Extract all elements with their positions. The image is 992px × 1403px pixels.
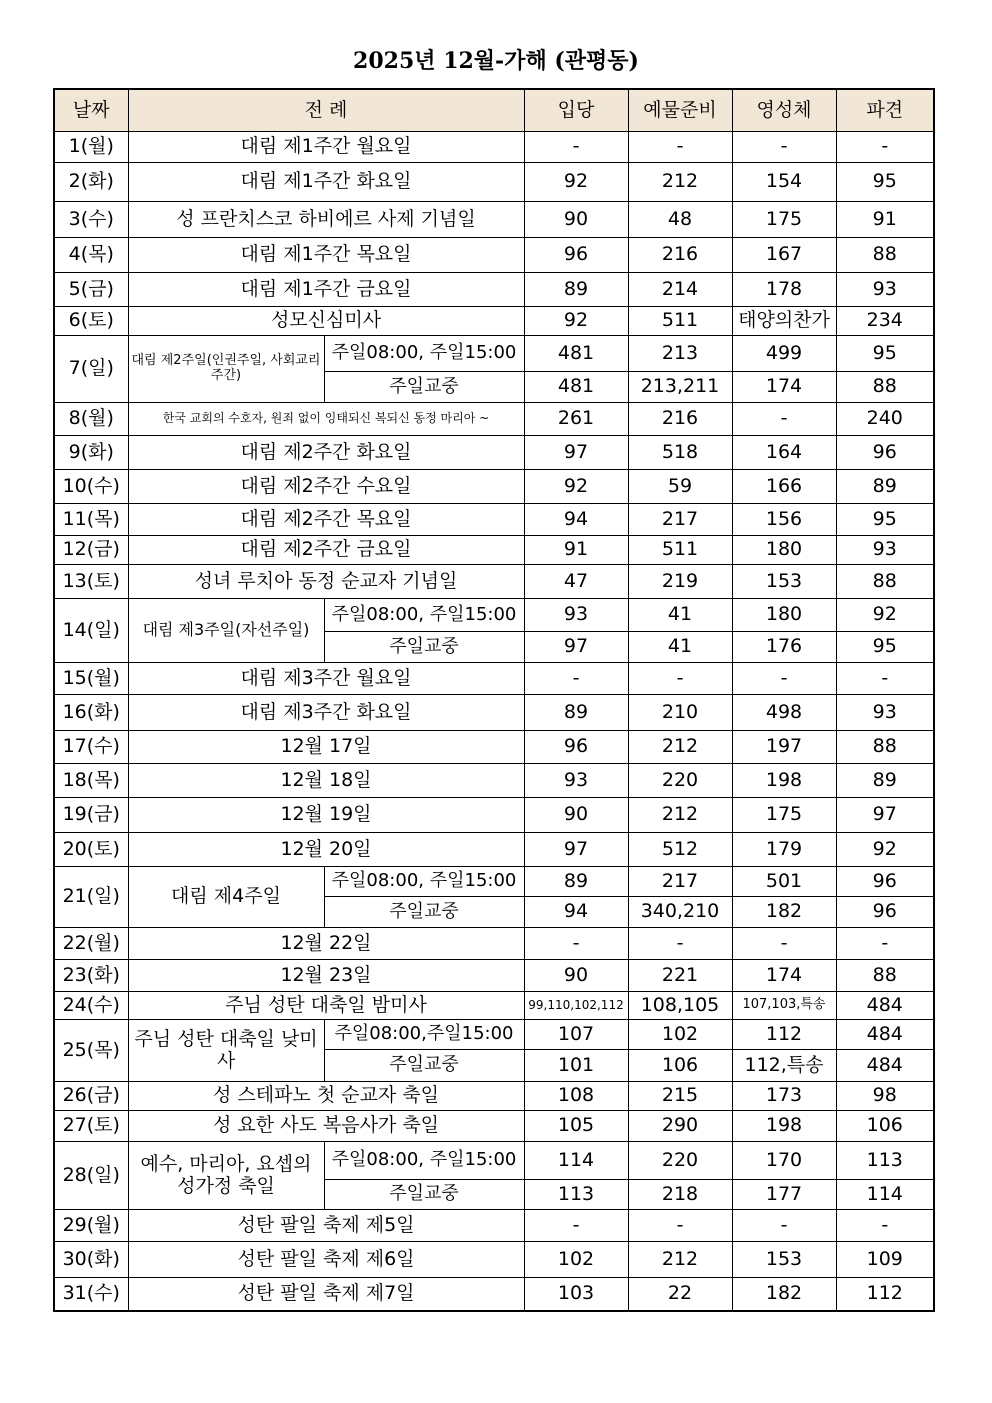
row-date: 9(화) bbox=[54, 436, 128, 470]
row-offertory: 212 bbox=[628, 163, 732, 202]
row-offertory: 290 bbox=[628, 1111, 732, 1142]
row-date: 28(일) bbox=[54, 1142, 128, 1210]
row-liturgy: 성탄 팔일 축제 제6일 bbox=[128, 1242, 524, 1278]
row-date: 12(금) bbox=[54, 536, 128, 565]
row-offertory: 210 bbox=[628, 695, 732, 731]
row-communion: - bbox=[732, 928, 836, 960]
row-communion: 태양의찬가 bbox=[732, 307, 836, 336]
row-entrance: 107 bbox=[524, 1020, 628, 1050]
row-entrance: 97 bbox=[524, 436, 628, 470]
row-offertory: 511 bbox=[628, 536, 732, 565]
row-date: 4(목) bbox=[54, 238, 128, 273]
header-row bbox=[54, 89, 934, 132]
row-liturgy: 12월 20일 bbox=[128, 833, 524, 867]
row-offertory: 215 bbox=[628, 1082, 732, 1111]
row-entrance: 92 bbox=[524, 470, 628, 504]
table-row bbox=[54, 336, 934, 372]
row-entrance: 96 bbox=[524, 238, 628, 273]
row-liturgy: 대림 제4주일 bbox=[128, 867, 324, 928]
row-entrance: 99,110,102,112 bbox=[524, 992, 628, 1020]
row-date: 27(토) bbox=[54, 1111, 128, 1142]
row-communion: 178 bbox=[732, 273, 836, 307]
row-dismissal: 88 bbox=[836, 565, 934, 599]
row-dismissal: 88 bbox=[836, 960, 934, 992]
row-liturgy: 12월 23일 bbox=[128, 960, 524, 992]
row-offertory: 59 bbox=[628, 470, 732, 504]
table-row bbox=[54, 833, 934, 867]
row-date: 19(금) bbox=[54, 798, 128, 833]
row-dismissal: - bbox=[836, 928, 934, 960]
table-row bbox=[54, 1142, 934, 1180]
row-liturgy: 주님 성탄 대축일 밤미사 bbox=[128, 992, 524, 1020]
row-communion: 182 bbox=[732, 897, 836, 928]
table-row bbox=[54, 163, 934, 202]
row-date: 7(일) bbox=[54, 336, 128, 403]
row-date: 29(월) bbox=[54, 1210, 128, 1242]
row-entrance: 105 bbox=[524, 1111, 628, 1142]
row-communion: 153 bbox=[732, 1242, 836, 1278]
header-dismissal: 파견 bbox=[836, 89, 934, 132]
row-entrance: 90 bbox=[524, 960, 628, 992]
row-entrance: 90 bbox=[524, 798, 628, 833]
row-offertory: 217 bbox=[628, 867, 732, 897]
row-communion: 175 bbox=[732, 202, 836, 238]
row-offertory: 340,210 bbox=[628, 897, 732, 928]
table-row bbox=[54, 1111, 934, 1142]
row-entrance: 93 bbox=[524, 599, 628, 632]
row-date: 14(일) bbox=[54, 599, 128, 663]
row-entrance: - bbox=[524, 132, 628, 163]
row-dismissal: 93 bbox=[836, 273, 934, 307]
table-row bbox=[54, 731, 934, 764]
table-row bbox=[54, 992, 934, 1020]
row-communion: 173 bbox=[732, 1082, 836, 1111]
table-row bbox=[54, 238, 934, 273]
row-dismissal: 240 bbox=[836, 403, 934, 436]
row-dismissal: 88 bbox=[836, 372, 934, 403]
row-communion: 167 bbox=[732, 238, 836, 273]
row-entrance: 89 bbox=[524, 867, 628, 897]
row-dismissal: 88 bbox=[836, 731, 934, 764]
row-date: 26(금) bbox=[54, 1082, 128, 1111]
row-offertory: 216 bbox=[628, 403, 732, 436]
row-communion: 498 bbox=[732, 695, 836, 731]
row-liturgy: 12월 17일 bbox=[128, 731, 524, 764]
row-communion: 154 bbox=[732, 163, 836, 202]
row-dismissal: 89 bbox=[836, 470, 934, 504]
row-offertory: 213,211 bbox=[628, 372, 732, 403]
row-date: 8(월) bbox=[54, 403, 128, 436]
row-offertory: 41 bbox=[628, 599, 732, 632]
row-mass-time: 주일08:00, 주일15:00 bbox=[324, 599, 524, 632]
row-offertory: 219 bbox=[628, 565, 732, 599]
row-date: 10(수) bbox=[54, 470, 128, 504]
row-entrance: 89 bbox=[524, 695, 628, 731]
row-communion: 180 bbox=[732, 536, 836, 565]
row-mass-time: 주일08:00, 주일15:00 bbox=[324, 1142, 524, 1180]
row-offertory: - bbox=[628, 1210, 732, 1242]
row-communion: 499 bbox=[732, 336, 836, 372]
row-mass-time: 주일08:00, 주일15:00 bbox=[324, 867, 524, 897]
row-communion: 197 bbox=[732, 731, 836, 764]
table-row bbox=[54, 1020, 934, 1050]
row-mass-time: 주일교중 bbox=[324, 1180, 524, 1210]
row-communion: 176 bbox=[732, 632, 836, 663]
row-dismissal: 96 bbox=[836, 436, 934, 470]
row-communion: 112,특송 bbox=[732, 1050, 836, 1082]
row-entrance: 481 bbox=[524, 372, 628, 403]
row-dismissal: 106 bbox=[836, 1111, 934, 1142]
table-row bbox=[54, 307, 934, 336]
row-liturgy: 대림 제3주간 화요일 bbox=[128, 695, 524, 731]
row-entrance: 94 bbox=[524, 504, 628, 536]
row-communion: - bbox=[732, 132, 836, 163]
row-date: 11(목) bbox=[54, 504, 128, 536]
row-date: 13(토) bbox=[54, 565, 128, 599]
row-date: 6(토) bbox=[54, 307, 128, 336]
row-date: 17(수) bbox=[54, 731, 128, 764]
row-entrance: 47 bbox=[524, 565, 628, 599]
row-offertory: 108,105 bbox=[628, 992, 732, 1020]
row-mass-time: 주일교중 bbox=[324, 1050, 524, 1082]
row-dismissal: 113 bbox=[836, 1142, 934, 1180]
row-dismissal: 91 bbox=[836, 202, 934, 238]
header-communion: 영성체 bbox=[732, 89, 836, 132]
row-liturgy: 12월 19일 bbox=[128, 798, 524, 833]
table-row bbox=[54, 273, 934, 307]
row-dismissal: 484 bbox=[836, 992, 934, 1020]
table-row bbox=[54, 470, 934, 504]
row-liturgy: 대림 제1주간 목요일 bbox=[128, 238, 524, 273]
row-liturgy: 주님 성탄 대축일 낮미사 bbox=[128, 1020, 324, 1082]
table-row bbox=[54, 202, 934, 238]
row-dismissal: 93 bbox=[836, 536, 934, 565]
row-offertory: - bbox=[628, 928, 732, 960]
row-communion: 177 bbox=[732, 1180, 836, 1210]
row-liturgy: 한국 교회의 수호자, 원죄 없이 잉태되신 복되신 동정 마리아 ~ bbox=[128, 403, 524, 436]
row-mass-time: 주일08:00, 주일15:00 bbox=[324, 336, 524, 372]
row-communion: 179 bbox=[732, 833, 836, 867]
table-row bbox=[54, 403, 934, 436]
row-liturgy: 대림 제3주간 월요일 bbox=[128, 663, 524, 695]
row-offertory: 106 bbox=[628, 1050, 732, 1082]
row-entrance: 97 bbox=[524, 632, 628, 663]
row-entrance: 90 bbox=[524, 202, 628, 238]
row-dismissal: 95 bbox=[836, 504, 934, 536]
row-entrance: 89 bbox=[524, 273, 628, 307]
row-liturgy: 대림 제1주간 월요일 bbox=[128, 132, 524, 163]
row-communion: 164 bbox=[732, 436, 836, 470]
row-dismissal: 96 bbox=[836, 897, 934, 928]
row-date: 5(금) bbox=[54, 273, 128, 307]
table-row bbox=[54, 436, 934, 470]
row-offertory: 48 bbox=[628, 202, 732, 238]
row-communion: 174 bbox=[732, 372, 836, 403]
row-dismissal: 95 bbox=[836, 336, 934, 372]
row-offertory: 221 bbox=[628, 960, 732, 992]
row-liturgy: 대림 제2주간 목요일 bbox=[128, 504, 524, 536]
row-offertory: 212 bbox=[628, 798, 732, 833]
table-row bbox=[54, 867, 934, 897]
row-entrance: 92 bbox=[524, 307, 628, 336]
row-communion: 166 bbox=[732, 470, 836, 504]
row-entrance: 93 bbox=[524, 764, 628, 798]
row-dismissal: 93 bbox=[836, 695, 934, 731]
row-date: 23(화) bbox=[54, 960, 128, 992]
row-communion: 175 bbox=[732, 798, 836, 833]
row-dismissal: 114 bbox=[836, 1180, 934, 1210]
row-liturgy: 성탄 팔일 축제 제5일 bbox=[128, 1210, 524, 1242]
row-entrance: 114 bbox=[524, 1142, 628, 1180]
row-entrance: 481 bbox=[524, 336, 628, 372]
row-liturgy: 대림 제1주간 금요일 bbox=[128, 273, 524, 307]
row-dismissal: - bbox=[836, 132, 934, 163]
row-communion: 174 bbox=[732, 960, 836, 992]
row-dismissal: 92 bbox=[836, 599, 934, 632]
header-offertory: 예물준비 bbox=[628, 89, 732, 132]
row-offertory: 518 bbox=[628, 436, 732, 470]
row-entrance: 91 bbox=[524, 536, 628, 565]
row-date: 18(목) bbox=[54, 764, 128, 798]
row-offertory: 217 bbox=[628, 504, 732, 536]
row-liturgy: 대림 제2주간 수요일 bbox=[128, 470, 524, 504]
row-entrance: - bbox=[524, 663, 628, 695]
row-date: 3(수) bbox=[54, 202, 128, 238]
row-offertory: 218 bbox=[628, 1180, 732, 1210]
row-communion: 180 bbox=[732, 599, 836, 632]
row-liturgy: 대림 제3주일(자선주일) bbox=[128, 599, 324, 663]
table-row bbox=[54, 695, 934, 731]
row-date: 1(월) bbox=[54, 132, 128, 163]
row-mass-time: 주일교중 bbox=[324, 372, 524, 403]
row-communion: 198 bbox=[732, 764, 836, 798]
row-date: 25(목) bbox=[54, 1020, 128, 1082]
row-dismissal: 484 bbox=[836, 1020, 934, 1050]
row-entrance: 108 bbox=[524, 1082, 628, 1111]
table-row bbox=[54, 798, 934, 833]
row-entrance: - bbox=[524, 1210, 628, 1242]
row-date: 20(토) bbox=[54, 833, 128, 867]
row-mass-time: 주일08:00,주일15:00 bbox=[324, 1020, 524, 1050]
row-communion: 198 bbox=[732, 1111, 836, 1142]
row-liturgy: 12월 18일 bbox=[128, 764, 524, 798]
row-liturgy: 대림 제2주간 금요일 bbox=[128, 536, 524, 565]
row-entrance: 261 bbox=[524, 403, 628, 436]
row-offertory: 511 bbox=[628, 307, 732, 336]
row-liturgy: 성녀 루치아 동정 순교자 기념일 bbox=[128, 565, 524, 599]
row-offertory: 220 bbox=[628, 1142, 732, 1180]
row-date: 30(화) bbox=[54, 1242, 128, 1278]
liturgy-music-table bbox=[53, 88, 935, 1312]
row-communion: - bbox=[732, 663, 836, 695]
row-communion: 156 bbox=[732, 504, 836, 536]
row-entrance: 113 bbox=[524, 1180, 628, 1210]
row-date: 31(수) bbox=[54, 1278, 128, 1311]
row-communion: 107,103,특송 bbox=[732, 992, 836, 1020]
header-entrance: 입당 bbox=[524, 89, 628, 132]
table-row bbox=[54, 536, 934, 565]
row-liturgy: 성탄 팔일 축제 제7일 bbox=[128, 1278, 524, 1311]
row-dismissal: 109 bbox=[836, 1242, 934, 1278]
row-communion: 153 bbox=[732, 565, 836, 599]
row-dismissal: - bbox=[836, 663, 934, 695]
table-row bbox=[54, 504, 934, 536]
row-date: 2(화) bbox=[54, 163, 128, 202]
row-dismissal: - bbox=[836, 1210, 934, 1242]
row-liturgy: 성모신심미사 bbox=[128, 307, 524, 336]
row-communion: - bbox=[732, 1210, 836, 1242]
header-date: 날짜 bbox=[54, 89, 128, 132]
table-row bbox=[54, 1278, 934, 1311]
row-offertory: 212 bbox=[628, 731, 732, 764]
row-dismissal: 95 bbox=[836, 163, 934, 202]
row-offertory: 214 bbox=[628, 273, 732, 307]
row-communion: 182 bbox=[732, 1278, 836, 1311]
page-title: 2025년 12월-가해 (관평동) bbox=[353, 48, 639, 74]
row-liturgy: 예수, 마리아, 요셉의 성가정 축일 bbox=[128, 1142, 324, 1210]
table-row bbox=[54, 1082, 934, 1111]
row-offertory: 216 bbox=[628, 238, 732, 273]
row-liturgy: 성 스테파노 첫 순교자 축일 bbox=[128, 1082, 524, 1111]
row-offertory: 212 bbox=[628, 1242, 732, 1278]
row-entrance: - bbox=[524, 928, 628, 960]
table-row bbox=[54, 928, 934, 960]
row-date: 15(월) bbox=[54, 663, 128, 695]
row-dismissal: 88 bbox=[836, 238, 934, 273]
row-offertory: 512 bbox=[628, 833, 732, 867]
row-offertory: - bbox=[628, 663, 732, 695]
table-row bbox=[54, 1210, 934, 1242]
row-communion: - bbox=[732, 403, 836, 436]
row-date: 16(화) bbox=[54, 695, 128, 731]
row-entrance: 97 bbox=[524, 833, 628, 867]
table-row bbox=[54, 764, 934, 798]
table-row bbox=[54, 565, 934, 599]
row-date: 21(일) bbox=[54, 867, 128, 928]
row-dismissal: 112 bbox=[836, 1278, 934, 1311]
row-offertory: - bbox=[628, 132, 732, 163]
table-row bbox=[54, 599, 934, 632]
row-liturgy: 성 요한 사도 복음사가 축일 bbox=[128, 1111, 524, 1142]
row-liturgy: 성 프란치스코 하비에르 사제 기념일 bbox=[128, 202, 524, 238]
row-liturgy: 12월 22일 bbox=[128, 928, 524, 960]
row-communion: 112 bbox=[732, 1020, 836, 1050]
row-mass-time: 주일교중 bbox=[324, 897, 524, 928]
row-entrance: 101 bbox=[524, 1050, 628, 1082]
row-communion: 170 bbox=[732, 1142, 836, 1180]
row-liturgy: 대림 제2주일(인권주일, 사회교리주간) bbox=[128, 336, 324, 403]
row-dismissal: 96 bbox=[836, 867, 934, 897]
row-offertory: 213 bbox=[628, 336, 732, 372]
row-dismissal: 95 bbox=[836, 632, 934, 663]
row-mass-time: 주일교중 bbox=[324, 632, 524, 663]
row-date: 22(월) bbox=[54, 928, 128, 960]
table-row bbox=[54, 960, 934, 992]
row-entrance: 103 bbox=[524, 1278, 628, 1311]
row-entrance: 96 bbox=[524, 731, 628, 764]
header-liturgy: 전 례 bbox=[128, 89, 524, 132]
row-entrance: 92 bbox=[524, 163, 628, 202]
table-row bbox=[54, 663, 934, 695]
row-dismissal: 484 bbox=[836, 1050, 934, 1082]
row-liturgy: 대림 제2주간 화요일 bbox=[128, 436, 524, 470]
row-entrance: 94 bbox=[524, 897, 628, 928]
row-communion: 501 bbox=[732, 867, 836, 897]
row-dismissal: 92 bbox=[836, 833, 934, 867]
row-offertory: 220 bbox=[628, 764, 732, 798]
row-date: 24(수) bbox=[54, 992, 128, 1020]
table-row bbox=[54, 132, 934, 163]
row-offertory: 102 bbox=[628, 1020, 732, 1050]
row-dismissal: 234 bbox=[836, 307, 934, 336]
table-row bbox=[54, 1242, 934, 1278]
row-liturgy: 대림 제1주간 화요일 bbox=[128, 163, 524, 202]
row-offertory: 41 bbox=[628, 632, 732, 663]
row-offertory: 22 bbox=[628, 1278, 732, 1311]
row-dismissal: 97 bbox=[836, 798, 934, 833]
row-dismissal: 98 bbox=[836, 1082, 934, 1111]
row-entrance: 102 bbox=[524, 1242, 628, 1278]
row-dismissal: 89 bbox=[836, 764, 934, 798]
